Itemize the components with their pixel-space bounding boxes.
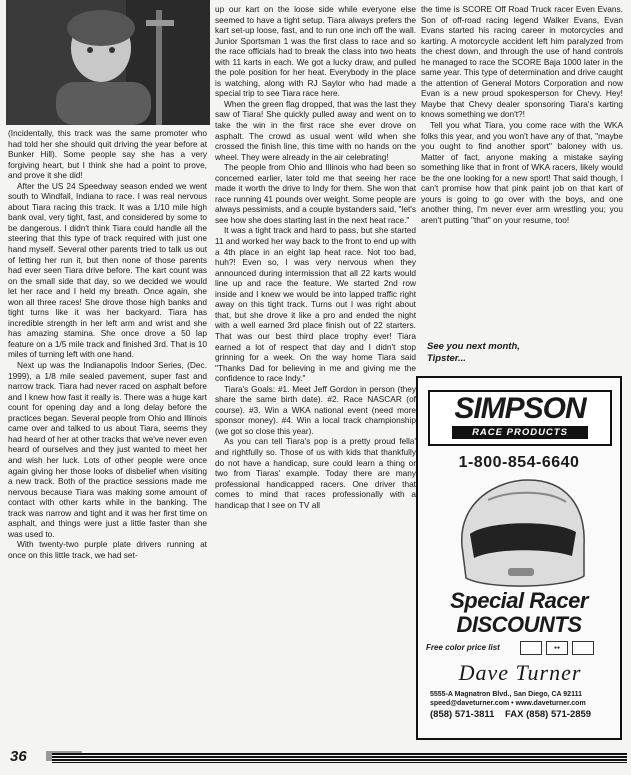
ad-headline-line2: DISCOUNTS <box>456 612 582 637</box>
payment-cards <box>520 641 594 655</box>
ad-headline <box>418 589 620 637</box>
signoff <box>427 341 520 365</box>
dealer-address <box>430 690 586 708</box>
footer-rule <box>52 753 627 763</box>
paragraph: the time is SCORE Off Road Truck racer Even Evans. Son of off-road racing legend Walker Evans, Evan Evans started his racing career in motorcycles and karting. A motorcycle accident left him paralyzed from the chest down, and through the use of hand controls he managed to race the SCORE Baja 1000 later in the same year. This type of determination and drive caught the attention of General Motors Corporation and now Evan is a new proud spokesperson for Chevy. Hey! Maybe that Chevy dealer sponsoring Tiara's karting knows something we don't?! <box>421 4 623 120</box>
dealer-name: Dave Turner <box>458 660 582 685</box>
signoff-line: See you next month, <box>427 341 520 352</box>
helmet-image <box>448 476 594 594</box>
paragraph: As you can tell Tiara's pop is a pretty proud fella' and rightfully so. Those of us with kids that thankfully do not have a handicap, sure could learn a thing or two from Tiaras' example. Today there are many professional handicapped racers. One driver that comes to mind that races professionally with a handicap that I see on TV all <box>215 436 416 510</box>
brand-name: SIMPSON <box>454 392 586 425</box>
simpson-logo <box>428 390 612 446</box>
card-icon <box>520 641 542 655</box>
driver-photo <box>6 0 210 125</box>
paragraph: With twenty-two purple plate drivers running at once on this little track, we had set- <box>8 539 207 560</box>
ad-headline-line1: Special Racer <box>450 588 588 613</box>
page-footer <box>0 744 631 775</box>
paragraph: (Incidentally, this track was the same promoter who had told her she should quit driving the year before at Bunker Hill). Some people say she has a very forgiving heart, but I think she had a point to prove, and prove it she did! <box>8 128 207 181</box>
paragraph: After the US 24 Speedway season ended we went south to Windfall, Indiana to race. I was real nervous about Tiara racing this track. It was a 1/10 mile high bank oval, very tight, fast, and considered by some to be dangerous. I didn't think Tiara could handle all the steering that this type of track required with just one hand myself. Several other parents tried to talk us out of letting her run it, but then none of those parents had ever seen Tiara drive before. The kart count was on the small side that day, so we decided we would let her race and I held my breath. Once again, she won all three races! She drove those high banks and tight turns like it was her backyard. Tiara has incredible strength in her left arm and wrist and she has amazing stamina. She once drove a 50 lap feature on a 1/5 mile track and finished 3rd. That is 10 miles of turning left with one hand. <box>8 180 207 360</box>
paragraph: up our kart on the loose side while everyone else seemed to have a tight setup. Tiara always prefers the kart set-up loose, fast, and to run one inch off the wall. Junior Sportsman 1 was the first class to race and so the race officials had to break the class into two heats with 11 karts in each. We got a lucky draw, and pulled the pole position for her heat. Everybody in the place is watching, along with RJ Saylor who had made a special trip to see Tiara race here. <box>215 4 416 99</box>
paragraph: Next up was the Indianapolis Indoor Series, (Dec. 1999), a 1/8 mile sealed pavement, super fast and narrow track. Tiara had never raced on asphalt before and I knew how fast it really is. There was a huge kart count for opening day and a long delay before the practices began. Several people from Ohio and Illinois came over and talked to us about Tiara, seems they had heard of her at other tracks that we've never even heard of ourselves and they just wanted to meet her and wish her luck. Lots of other people were once again giving her those looks of disbelief when visiting a new track. Both of the practice sessions made me nervous because Tiara was making some amount of contact with other karts while in the banking. The track was narrow and tight and it was her first time on asphalt, and things were just a little faster than she was used to. <box>8 360 207 539</box>
dealer-phone <box>430 709 591 720</box>
brand-subtitle: RACE PRODUCTS <box>452 426 588 439</box>
web-line: speed@daveturner.com • www.daveturner.com <box>430 700 586 707</box>
paragraph: When the green flag dropped, that was the last they saw of Tiara! She quickly pulled away and went on to take the win in the first race she ever drove on asphalt. The crowd as usual went wild when she crossed the finish line, this time with no hands on the wheel. They were already in the air celebrating! <box>215 98 416 162</box>
tel-number: (858) 571-3811 <box>430 709 495 720</box>
simpson-advertisement <box>416 376 622 740</box>
paragraph: Tiara's Goals: #1. Meet Jeff Gordon in person (they share the same birth date). #2. Race NASCAR (of course). #3. Win a WKA national event (need more sponsor money). #4. Win a local track championship (we got so close this year). <box>215 383 416 436</box>
address-line: 5555-A Magnatron Blvd., San Diego, CA 92111 <box>430 691 582 698</box>
dealer-logo <box>426 660 614 686</box>
paragraph: It was a tight track and hard to pass, but she started 11 and worked her way back to the front to end up with a 4th place in an eight lap heat race. Not too bad, huh?! Even so, I was very nervous when they announced during intermission that all 22 karts would line up and race the feature. We started 2nd row inside and I knew we would be into lapped traffic right away on this tight track. Turns out I was right about that, but she drove it like a pro and ended the night with a well earned 3rd place finish out of 22 starters. That was our best third place trophy ever! Tiara earned a lot of respect that day and I didn't stop grinning for a week. On the way home Tiara said "Thanks Dad for believing in me and giving me the confidence to race Indy." <box>215 225 416 384</box>
article-column-2 <box>215 4 416 510</box>
signoff-author: Tipster... <box>427 353 466 364</box>
page-number: 36 <box>10 748 27 765</box>
price-list-text: Free color price list <box>426 643 500 652</box>
fax-number: FAX (858) 571-2859 <box>505 709 592 720</box>
ad-phone: 1-800-854-6640 <box>458 454 580 471</box>
article-column-3 <box>421 4 623 225</box>
visa-icon <box>572 641 594 655</box>
paragraph: Tell you what Tiara, you come race with the WKA folks this year, and you won't have any of that, "maybe you ought to find another sport" baloney with us. Matter of fact, anyone making a mistake saying something like that in front of WKA racers, likely would be the one looking for a new sport! That said though, I can't promise how that pink paint job on that kart of yours is going to go over with the boys, and one another thing, I'm never ever arm wrestling you; you aren't putting "that" on your resume, too! <box>421 120 623 225</box>
paragraph: The people from Ohio and Illinois who had been so concerned earlier, later told me that seeing her race made it worth the drive to Indy for them. She won that race running 41 pounds over weight. Some people are always pessimists, and a couple bystanders said, "let's see how she does starting last in the next heat race." <box>215 162 416 225</box>
mastercard-icon: ●● <box>546 641 568 655</box>
article-column-1 <box>8 128 207 560</box>
